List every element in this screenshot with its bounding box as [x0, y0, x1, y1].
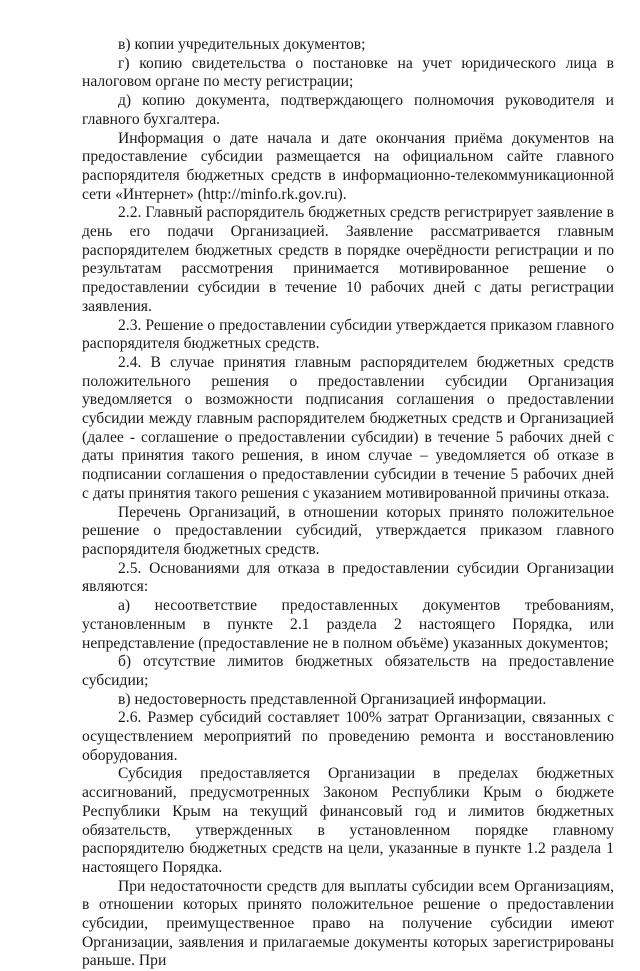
- paragraph-info-dates: Информация о дате начала и дате окончания приёма документов на предоставление субсидии размещается на официальном сайте главного распорядителя бюджетных средств в информационно-телекоммуникационной сети «Интернет» (http://minfo.rk.gov.ru).: [82, 129, 614, 203]
- paragraph-refusal-v: в) недостоверность представленной Организацией информации.: [118, 690, 547, 708]
- paragraph-refusal-b: б) отсутствие лимитов бюджетных обязательств на предоставление субсидии;: [82, 653, 614, 689]
- paragraph-insufficient-funds: При недостаточности средств для выплаты субсидии всем Организациям, в отношении которых принято положительное решение о предоставлении субсидии, преимущественное право на получение субсидии имеют Организации, заявления и прилагаемые документы которых зарегистрированы раньше. При: [82, 877, 614, 970]
- paragraph-subsidy-limits: Субсидия предоставляется Организации в пределах бюджетных ассигнований, предусмотренных Законом Республики Крым о бюджете Республики Крым на текущий финансовый год и лимитов бюджетных обязательств, утвержденных в установленном порядке главному распорядителю бюджетных средств на цели, указанные в пункте 1.2 раздела 1 настоящего Порядка.: [82, 765, 614, 876]
- paragraph-organizations-list: Перечень Организаций, в отношении которых принято положительное решение о предоставлении субсидий, утверждается приказом главного распорядителя бюджетных средств.: [82, 503, 614, 558]
- paragraph-2-2: 2.2. Главный распорядитель бюджетных средств регистрирует заявление в день его подачи Организацией. Заявление рассматривается главным распорядителем бюджетных средств в порядке очерёдности регистрации и по результатам рассмотрения принимается мотивированное решение о предоставлении субсидии в течение 10 рабочих дней с даты регистрации заявления.: [82, 204, 614, 315]
- paragraph-2-6: 2.6. Размер субсидий составляет 100% затрат Организации, связанных с осуществлением мероприятий по проведению ремонта и восстановлению оборудования.: [82, 709, 614, 764]
- paragraph-2-3: 2.3. Решение о предоставлении субсидии утверждается приказом главного распорядителя бюджетных средств.: [82, 316, 614, 353]
- paragraph-item-g-tax-registration: г) копию свидетельства о постановке на учет юридического лица в налоговом органе по месту регистрации;: [82, 54, 614, 91]
- paragraph-refusal-a: а) несоответствие предоставленных документов требованиям, установленным в пункте 2.1 раздела 2 настоящего Порядка, или непредставление (предоставление не в полном объёме) указанных документов;: [82, 597, 614, 652]
- paragraph-2-5: 2.5. Основаниями для отказа в предоставлении субсидии Организации являются:: [82, 559, 614, 596]
- paragraph-2-4: 2.4. В случае принятия главным распорядителем бюджетных средств положительного решения о предоставлении субсидии Организация уведомляется о возможности подписания соглашения о предоставлении субсидии между главным распорядителем бюджетных средств и Организацией (далее - соглашение о предоставлении субсидии) в течение 5 рабочих дней с даты принятия такого решения, в ином случае – уведомляется об отказе в подписании соглашения о предоставлении субсидии в течение 5 рабочих дней с даты принятия такого решения с указанием мотивированной причины отказа.: [82, 353, 614, 502]
- document-body: [82, 36, 614, 971]
- paragraph-item-d-authority-doc: д) копию документа, подтверждающего полномочия руководителя и главного бухгалтера.: [82, 92, 614, 128]
- paragraph-item-v-founding-docs: в) копии учредительных документов;: [118, 36, 366, 53]
